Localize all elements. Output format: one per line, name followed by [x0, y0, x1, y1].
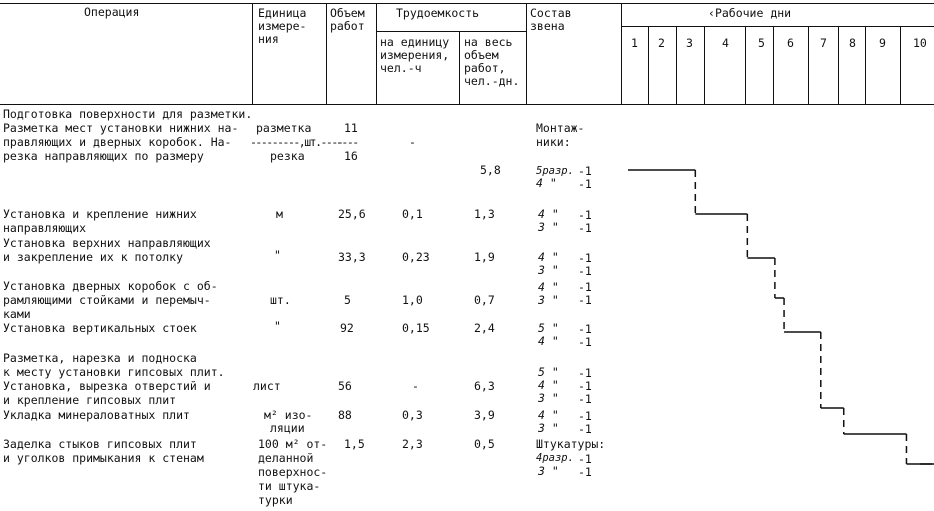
r2-crew-count: -1: [578, 208, 592, 222]
r3-crew-grade: 4 ": [538, 250, 559, 264]
r8-crew-count: -1: [578, 465, 592, 479]
r8-unit: деланной: [258, 451, 314, 465]
r3-unit: ": [274, 248, 281, 262]
header-crew-1: Состав: [530, 6, 572, 20]
r1-unit: разметка: [256, 121, 312, 135]
r7-crew-grade: 4 ": [538, 408, 559, 422]
r3-operation: и закрепление их к потолку: [3, 250, 184, 264]
r6-volume: 56: [338, 379, 352, 393]
r1-operation: Разметка мест установки нижних на-: [3, 121, 239, 135]
r4-unit: шт.: [270, 293, 291, 307]
r1-crew-title: Монтаж-: [536, 121, 585, 135]
r6-operation: Разметка, нарезка и подноска: [3, 351, 197, 365]
r3-operation: Установка верхних направляющих: [3, 236, 211, 250]
r1-crew-count: -1: [578, 177, 592, 191]
r4-crew-count: -1: [578, 280, 592, 294]
r5-crew-count: -1: [578, 335, 592, 349]
r4-crew-grade: 4 ": [538, 280, 559, 294]
r8-crew-grade: 4разр.: [536, 452, 574, 464]
r5-total: 2,4: [474, 321, 495, 335]
r2-crew-grade: 3 ": [538, 220, 559, 234]
day-label-10: 10: [913, 36, 927, 50]
day-label-8: 8: [849, 36, 856, 50]
day-label-4: 4: [722, 36, 729, 50]
r8-total: 0,5: [474, 437, 495, 451]
r7-total: 3,9: [474, 408, 495, 422]
header-labor-total-2: объем: [464, 48, 499, 62]
r6-crew-grade: 3 ": [538, 391, 559, 405]
r3-crew-grade: 3 ": [538, 263, 559, 277]
r2-total: 1,3: [474, 207, 495, 221]
header-labor-per-3: чел.-ч: [380, 61, 422, 75]
r1-volume: ----: [336, 135, 358, 149]
r1-operation: правляющих и дверных коробок. На-: [3, 135, 232, 149]
r5-unit: ": [274, 319, 281, 333]
r1-volume: 16: [344, 149, 358, 163]
r5-per-unit: 0,15: [402, 321, 430, 335]
r6-operation: к месту установки гипсовых плит.: [3, 365, 225, 379]
r6-crew-count: -1: [578, 366, 592, 380]
r1-crew-count: -1: [578, 164, 592, 178]
r8-per-unit: 2,3: [402, 437, 423, 451]
r4-total: 0,7: [474, 293, 495, 307]
r8-unit: поверхнос-: [258, 465, 328, 479]
r1-unit: ---------,шт.----: [250, 135, 343, 149]
header-volume-2: работ: [330, 19, 365, 33]
r5-crew-grade: 4 ": [538, 334, 559, 348]
day-label-2: 2: [658, 36, 665, 50]
r6-unit: лист: [253, 379, 281, 393]
r2-crew-count: -1: [578, 221, 592, 235]
header-labor-total-4: чел.-дн.: [464, 74, 520, 88]
r6-crew-count: -1: [578, 379, 592, 393]
r1-volume: 11: [344, 121, 358, 135]
r1-per-unit: -: [409, 135, 416, 149]
r2-operation: Установка и крепление нижних: [3, 207, 197, 221]
header-unit-1: Единица: [258, 6, 307, 20]
prep-heading: Подготовка поверхности для разметки.: [3, 107, 253, 121]
r5-crew-grade: 5 ": [538, 321, 559, 335]
r4-per-unit: 1,0: [402, 293, 423, 307]
r8-unit: турки: [258, 493, 293, 507]
header-unit-3: ния: [258, 32, 279, 46]
header-unit-2: измере-: [258, 19, 307, 33]
r7-unit: ляции: [270, 421, 305, 435]
day-label-7: 7: [820, 36, 827, 50]
r7-unit: м² изо-: [264, 408, 313, 422]
day-label-1: 1: [631, 36, 638, 50]
r4-crew-count: -1: [578, 293, 592, 307]
r6-operation: и крепление гипсовых плит: [3, 393, 177, 407]
header-operation: Операция: [84, 5, 140, 19]
header-workdays-text: Рабочие дни: [714, 6, 792, 20]
r8-unit: 100 м² от-: [258, 437, 328, 451]
r1-crew-grade: 5разр.: [536, 165, 574, 177]
r3-volume: 33,3: [338, 250, 366, 264]
r8-unit: ти штука-: [258, 479, 321, 493]
r2-operation: направляющих: [3, 221, 87, 235]
header-workdays: ‹Рабочие дни: [708, 6, 792, 20]
header-labor-per-2: измерения,: [380, 48, 450, 62]
day-label-3: 3: [686, 36, 693, 50]
header-labor-total-1: на весь: [464, 35, 513, 49]
header-labor: Трудоемкость: [396, 6, 480, 20]
r7-crew-count: -1: [578, 422, 592, 436]
r8-crew-title: Штукатуры:: [536, 437, 606, 451]
r4-crew-grade: 3 ": [538, 293, 559, 307]
r6-total: 6,3: [474, 379, 495, 393]
r2-volume: 25,6: [338, 207, 366, 221]
r1-crew-grade: 4 ": [536, 176, 557, 190]
r8-operation: и уголков примыкания к стенам: [3, 451, 204, 465]
r1-total: 5,8: [480, 163, 501, 177]
header-labor-total-3: работ,: [464, 61, 506, 75]
r7-operation: Укладка минераловатных плит: [3, 408, 190, 422]
r2-per-unit: 0,1: [402, 207, 423, 221]
r4-volume: 5: [344, 293, 351, 307]
r5-crew-count: -1: [578, 322, 592, 336]
day-label-5: 5: [758, 36, 765, 50]
day-label-6: 6: [787, 36, 794, 50]
r8-crew-count: -1: [578, 452, 592, 466]
header-volume-1: Объем: [330, 6, 365, 20]
day-label-9: 9: [879, 36, 886, 50]
r7-per-unit: 0,3: [402, 408, 423, 422]
r3-crew-count: -1: [578, 264, 592, 278]
header-crew-2: звена: [530, 19, 565, 33]
r2-unit: м: [276, 207, 283, 221]
r7-crew-grade: 3 ": [538, 421, 559, 435]
r1-unit: резка: [270, 149, 305, 163]
r7-crew-count: -1: [578, 409, 592, 423]
r6-operation: Установка, вырезка отверстий и: [3, 379, 211, 393]
r7-volume: 88: [338, 408, 352, 422]
r8-volume: 1,5: [344, 437, 365, 451]
r1-crew-title: ники:: [536, 135, 571, 149]
r6-crew-grade: 4 ": [538, 378, 559, 392]
r5-operation: Установка вертикальных стоек: [3, 321, 197, 335]
r3-total: 1,9: [474, 250, 495, 264]
r1-operation: резка направляющих по размеру: [3, 149, 204, 163]
r4-operation: ками: [3, 307, 31, 321]
r5-volume: 92: [340, 321, 354, 335]
r8-crew-grade: 3 ": [538, 464, 559, 478]
r2-crew-grade: 4 ": [538, 207, 559, 221]
r6-per-unit: -: [412, 379, 419, 393]
r4-operation: рамляющими стойками и перемыч-: [3, 293, 211, 307]
r4-operation: Установка дверных коробок с об-: [3, 279, 218, 293]
r3-crew-count: -1: [578, 251, 592, 265]
r6-crew-count: -1: [578, 392, 592, 406]
r8-operation: Заделка стыков гипсовых плит: [3, 437, 197, 451]
header-labor-per-1: на единицу: [380, 35, 450, 49]
r3-per-unit: 0,23: [402, 250, 430, 264]
r6-crew-grade: 5 ": [538, 365, 559, 379]
